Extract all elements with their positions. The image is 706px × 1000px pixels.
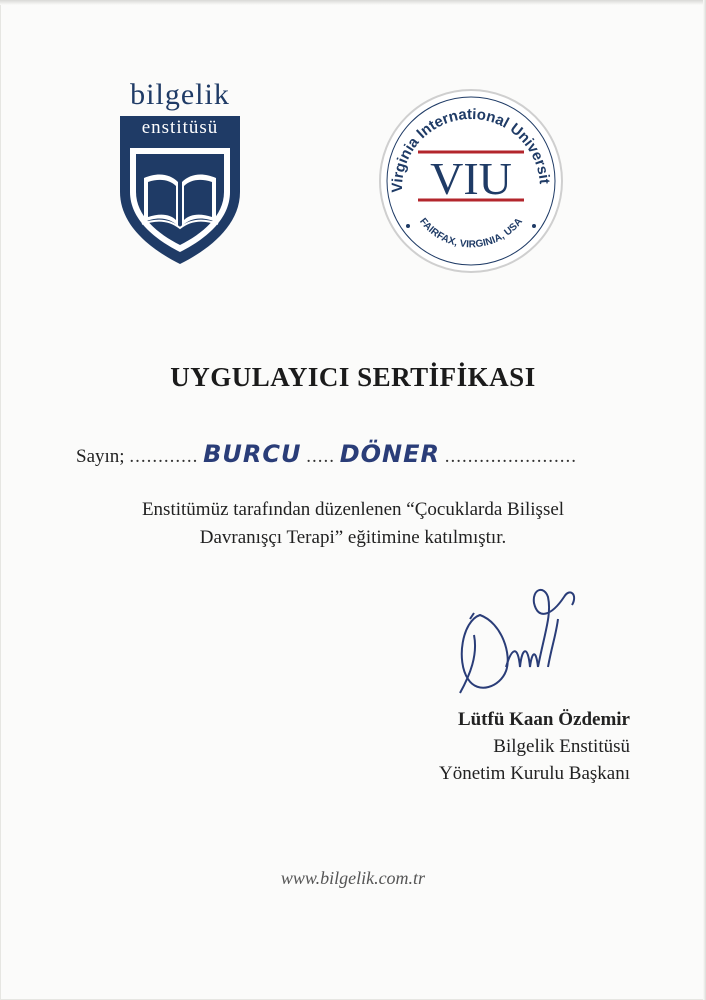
website-link[interactable]: www.bilgelik.com.tr (280, 868, 426, 888)
seal-center-text: VIU (430, 153, 512, 204)
bilgelik-brand-text: bilgelik (130, 78, 230, 111)
signer-block (330, 706, 630, 787)
bilgelik-logo (100, 78, 260, 268)
signer-organization: Bilgelik Enstitüsü (493, 736, 630, 757)
dots-before: ............ (129, 446, 199, 467)
signer-role: Yönetim Kurulu Başkanı (438, 763, 630, 784)
seal-top-arc-text: Virginia International Universit (388, 105, 553, 193)
recipient-line (76, 440, 636, 468)
viu-seal-emblem (378, 88, 564, 274)
handwritten-signature (440, 575, 590, 705)
seal-star-icon (406, 224, 410, 228)
viu-seal (378, 88, 564, 274)
certificate-title: UYGULAYICI SERTİFİKASI (170, 362, 536, 392)
certificate-body (60, 496, 646, 552)
seal-bottom-arc-text: FAIRFAX, VIRGINIA, USA (417, 216, 525, 251)
body-line-1: Enstitümüz tarafından düzenlenen “Çocuklarda Bilişsel (141, 499, 565, 520)
scan-edge (0, 0, 706, 5)
recipient-first-name: BURCU (203, 440, 302, 468)
signer-name: Lütfü Kaan Özdemir (457, 709, 630, 730)
bilgelik-sub-text: enstitüsü (141, 117, 219, 138)
salutation: Sayın; (76, 446, 125, 467)
dots-middle: ..... (306, 446, 335, 467)
body-line-2: Davranışçı Terapi” eğitimine katılmıştır. (199, 527, 507, 548)
recipient-last-name: DÖNER (339, 440, 440, 468)
seal-star-icon (532, 224, 536, 228)
dots-after: ....................... (444, 446, 577, 467)
